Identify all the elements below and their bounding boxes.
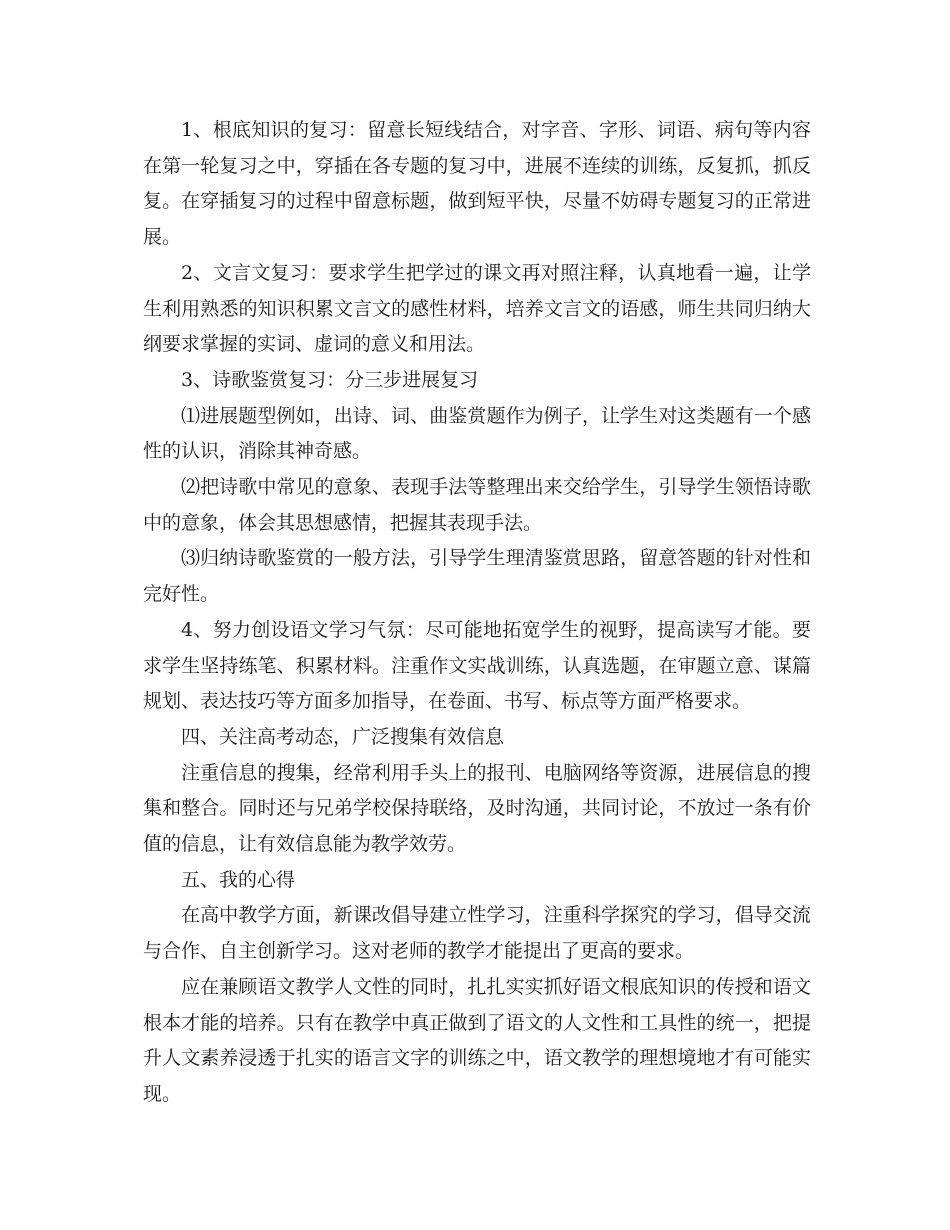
paragraph-humanistic-and-instrumental: 应在兼顾语文教学人文性的同时，扎扎实实抓好语文根底知识的传授和语文根本才能的培养。只有在教学中真正做到了语文的人文性和工具性的统一，把提升人文素养浸透于扎实的语言文字的训练之中，语文教学的理想境地才有可能实现。 [143,975,811,1105]
paragraph-poetry-step-1: ⑴进展题型例如，出诗、词、曲鉴赏题作为例子，让学生对这类题有一个感性的认识，消除其神奇感。 [143,404,811,463]
section-heading-my-reflections: 五、我的心得 [181,868,296,891]
paragraph-basic-knowledge-review: 1、根底知识的复习：留意长短线结合，对字音、字形、词语、病句等内容在第一轮复习之中，穿插在各专题的复习中，进展不连续的训练，反复抓，抓反复。在穿插复习的过程中留意标题，做到短平快，尽量不妨碍专题复习的正常进展。 [143,119,811,249]
paragraph-high-school-teaching: 在高中教学方面，新课改倡导建立性学习，注重科学探究的学习，倡导交流与合作、自主创新学习。这对老师的教学才能提出了更高的要求。 [143,904,811,963]
paragraph-information-gathering: 注重信息的搜集，经常利用手头上的报刊、电脑网络等资源，进展信息的搜集和整合。同时还与兄弟学校保持联络，及时沟通，共同讨论，不放过一条有价值的信息，让有效信息能为教学效劳。 [143,761,811,856]
section-heading-exam-trends: 四、关注高考动态，广泛搜集有效信息 [181,725,505,748]
paragraph-classical-chinese-review: 2、文言文复习：要求学生把学过的课文再对照注释，认真地看一遍，让学生利用熟悉的知识积累文言文的感性材料，培养文言文的语感，师生共同归纳大纲要求掌握的实词、虚词的意义和用法。 [143,261,811,356]
paragraph-poetry-step-3: ⑶归纳诗歌鉴赏的一般方法，引导学生理清鉴赏思路，留意答题的针对性和完好性。 [143,547,811,606]
document-body [143,113,811,1113]
paragraph-poetry-review-heading: 3、诗歌鉴赏复习：分三步进展复习 [181,368,479,391]
paragraph-poetry-step-2: ⑵把诗歌中常见的意象、表现手法等整理出来交给学生，引导学生领悟诗歌中的意象，体会其思想感情，把握其表现手法。 [143,476,811,534]
paragraph-learning-atmosphere: 4、努力创设语文学习气氛：尽可能地拓宽学生的视野，提高读写才能。要求学生坚持练笔、积累材料。注重作文实战训练，认真选题，在审题立意、谋篇规划、表达技巧等方面多加指导，在卷面、书写、标点等方面严格要求。 [143,618,811,713]
